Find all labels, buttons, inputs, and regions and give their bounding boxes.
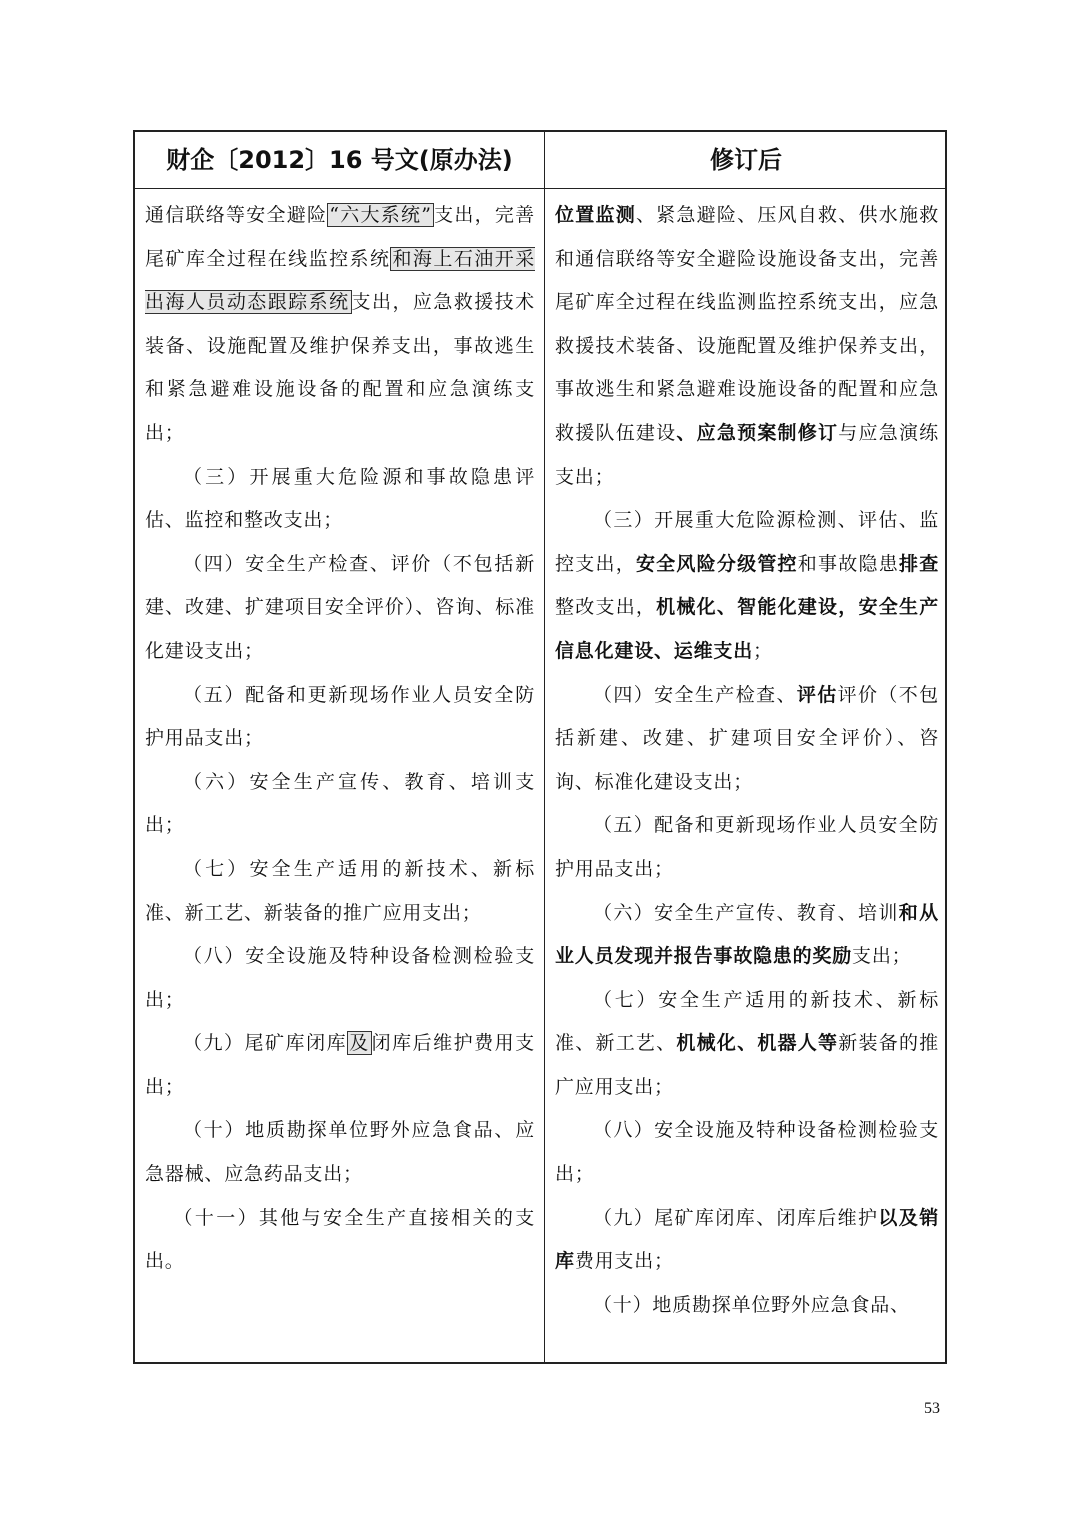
- revised-para-6: [555, 979, 939, 1110]
- revised-para-1: [555, 194, 939, 499]
- text-run: 费用支出；: [574, 1250, 674, 1273]
- bold-run: 机械化、智能化建设，安全生产信息化建设、运维支出: [555, 596, 939, 662]
- text-run: （九）尾矿库闭库: [183, 1032, 348, 1055]
- text-run: 评价（不包括新建、改建、扩建项目安全评价）、咨询、标准化建设支出；: [555, 683, 939, 793]
- text-run: 整改支出，: [555, 596, 657, 619]
- header-original: 财企〔2012〕16 号文(原办法): [166, 146, 513, 174]
- bold-run: 位置监测: [555, 204, 636, 226]
- table-header: [135, 132, 945, 189]
- original-para-8: [145, 1022, 535, 1109]
- revised-para-3: [555, 674, 939, 805]
- original-para-1: [145, 194, 535, 456]
- bold-run: 评估: [796, 683, 838, 706]
- revised-para-7: （八）安全设施及特种设备检测检验支出；: [555, 1119, 939, 1186]
- header-revised: 修订后: [710, 146, 782, 174]
- revised-column: [555, 194, 939, 1327]
- original-para-6: （七）安全生产适用的新技术、新标准、新工艺、新装备的推广应用支出；: [145, 857, 535, 924]
- bold-run: 排查: [898, 552, 940, 575]
- original-para-7: （八）安全设施及特种设备检测检验支出；: [145, 945, 535, 1011]
- revised-para-9: （十）地质勘探单位野外应急食品、: [593, 1293, 910, 1316]
- highlight-box: “六大系统”: [329, 204, 432, 226]
- original-para-3: （四）安全生产检查、评价（不包括新建、改建、扩建项目安全评价）、咨询、标准化建设支出；: [145, 552, 535, 662]
- text-run: 闭库后维护费用支出；: [145, 1032, 535, 1098]
- bold-run: 安全风险分级管控: [635, 552, 798, 575]
- revised-para-8: [555, 1197, 939, 1284]
- text-run: 支出；: [852, 945, 912, 968]
- original-para-9: （十）地质勘探单位野外应急食品、应急器械、应急药品支出；: [145, 1119, 535, 1186]
- text-run: 支出，应急救援技术装备、设施配置及维护保养支出，事故逃生和紧急避难设施设备的配置和应急演练支出；: [145, 291, 535, 444]
- original-para-5: （六）安全生产宣传、教育、培训支出；: [145, 770, 535, 837]
- text-run: （六）安全生产宣传、教育、培训: [593, 901, 899, 924]
- bold-run: 机械化、机器人等: [676, 1032, 839, 1055]
- bold-run: 以及销库: [555, 1206, 939, 1273]
- bold-run: 、应急预案制修订: [676, 421, 839, 444]
- original-para-2: （三）开展重大危险源和事故隐患评估、监控和整改支出；: [145, 465, 535, 532]
- original-column: [145, 194, 535, 1284]
- text-run: 通信联络等安全避险: [145, 204, 328, 226]
- text-run: 新装备的推广应用支出；: [555, 1032, 939, 1098]
- comparison-table: [133, 130, 947, 1364]
- original-para-4: （五）配备和更新现场作业人员安全防护用品支出；: [145, 683, 535, 750]
- revised-para-5: [555, 892, 939, 979]
- highlight-box: 和海上石油开采出海人员动态跟踪系统: [145, 247, 535, 314]
- text-run: （三）开展重大危险源检测、评估、监控支出，: [555, 509, 939, 575]
- text-run: 与应急演练支出；: [555, 421, 939, 488]
- original-para-10: （十一）其他与安全生产直接相关的支出。: [145, 1206, 535, 1273]
- text-run: 支出，完善尾矿库全过程在线监控系统: [145, 204, 535, 270]
- page-number: 53: [924, 1400, 940, 1417]
- text-run: 、紧急避险、压风自救、供水施救和通信联络等安全避险设施设备支出，完善尾矿库全过程在线监测监控系统支出，应急救援技术装备、设施配置及维护保养支出，事故逃生和紧急避难设施设备的配置和应急救援队伍建设: [555, 204, 939, 444]
- text-run: （九）尾矿库闭库、闭库后维护: [593, 1206, 879, 1229]
- highlight-box: 及: [349, 1032, 370, 1055]
- revised-para-2: [555, 499, 939, 673]
- column-divider: [544, 132, 545, 1362]
- text-run: （七）安全生产适用的新技术、新标准、新工艺、: [555, 988, 939, 1055]
- revised-para-4: （五）配备和更新现场作业人员安全防护用品支出；: [555, 814, 939, 880]
- text-run: （四）安全生产检查、: [593, 683, 797, 706]
- text-run: ；: [753, 639, 773, 662]
- text-run: 和事故隐患: [797, 552, 899, 575]
- bold-run: 和从业人员发现并报告事故隐患的奖励: [555, 901, 939, 968]
